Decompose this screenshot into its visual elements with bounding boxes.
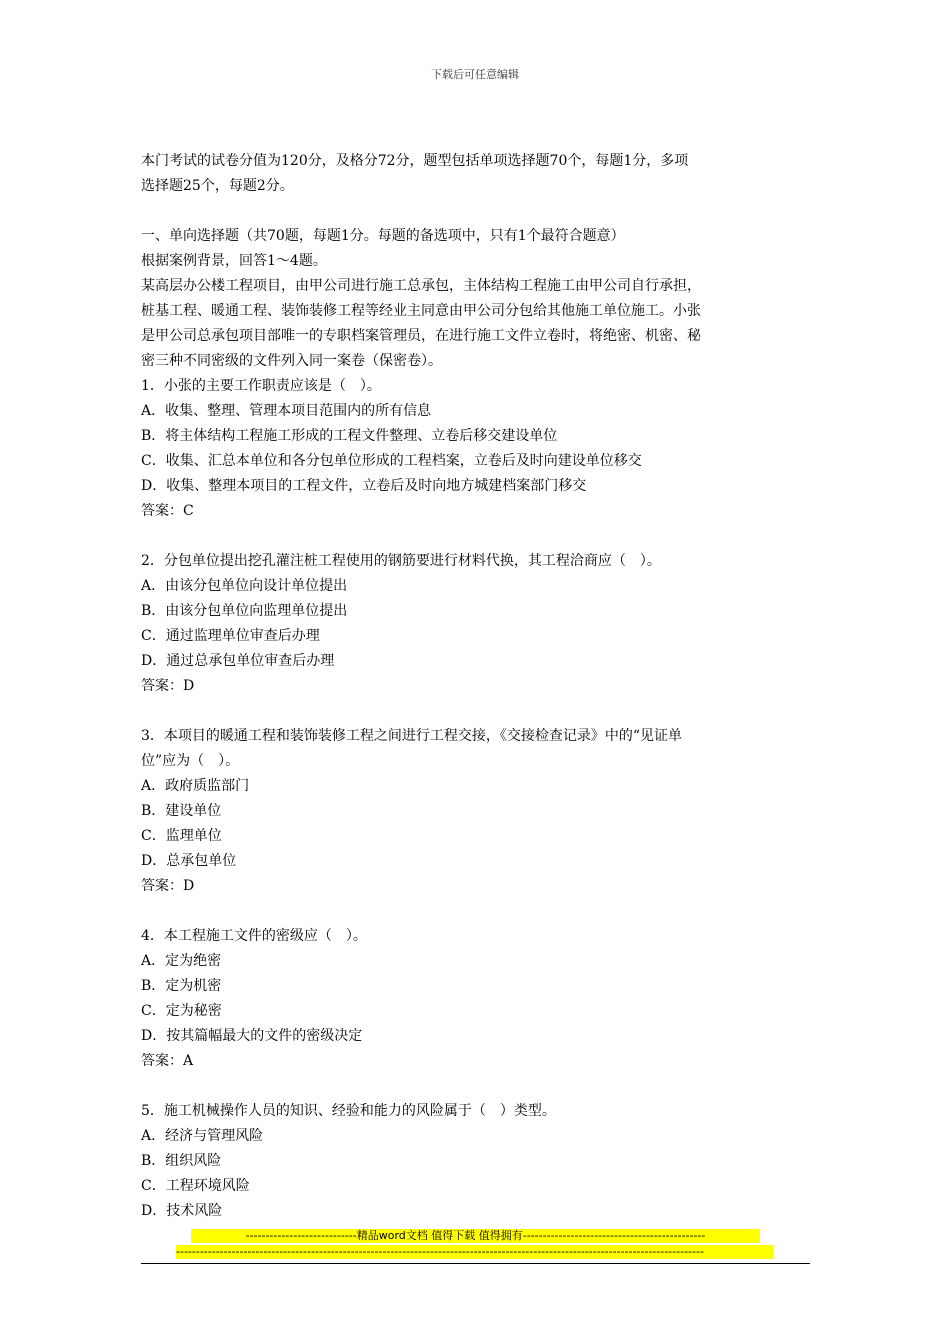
question-stem: 1．小张的主要工作职责应该是（ ）。 [141,378,381,394]
document-body [141,149,813,1224]
option-b: B．组织风险 [141,1153,222,1169]
answer: 答案：C [141,503,194,519]
question-stem: 5．施工机械操作人员的知识、经验和能力的风险属于（ ）类型。 [141,1103,556,1119]
question-stem: 3．本项目的暖通工程和装饰装修工程之间进行工程交接，《交接检查记录》中的“见证单 [141,728,683,744]
question-4 [141,924,813,1074]
question-3 [141,724,813,899]
option-c: C．工程环境风险 [141,1178,250,1194]
option-c: C．收集、汇总本单位和各分包单位形成的工程档案，立卷后及时向建设单位移交 [141,453,642,469]
option-d: D．按其篇幅最大的文件的密级决定 [141,1028,363,1044]
background-line: 密三种不同密级的文件列入同一案卷（保密卷）。 [141,353,442,369]
question-2 [141,549,813,699]
question-1 [141,374,813,524]
answer: 答案：D [141,678,195,694]
option-c: C．监理单位 [141,828,222,844]
option-d: D．技术风险 [141,1203,223,1219]
option-d: D．通过总承包单位审查后办理 [141,653,335,669]
option-c: C．定为秘密 [141,1003,222,1019]
background-line: 某高层办公楼工程项目，由甲公司进行施工总承包，主体结构工程施工由甲公司自行承担， [141,278,701,294]
question-5 [141,1099,813,1224]
option-b: B．由该分包单位向监理单位提出 [141,603,348,619]
option-c: C．通过监理单位审查后办理 [141,628,320,644]
footer-dashes: ------------------------------------------------------------------------------------------------------------------------------------- [176,1245,774,1259]
case-intro: 根据案例背景，回答1～4题。 [141,253,327,269]
footer-banner: ----------------------------精品word文档 值得下载 值得拥有---------------------------------------------- [191,1229,760,1243]
option-a: A．政府质监部门 [141,778,250,794]
option-a: A．由该分包单位向设计单位提出 [141,578,348,594]
answer: 答案：A [141,1053,194,1069]
option-b: B．建设单位 [141,803,222,819]
question-stem: 2．分包单位提出挖孔灌注桩工程使用的钢筋要进行材料代换，其工程洽商应（ ）。 [141,553,661,569]
footer-divider [141,1263,810,1264]
option-d: D．收集、整理本项目的工程文件，立卷后及时向地方城建档案部门移交 [141,478,587,494]
option-a: A．定为绝密 [141,953,222,969]
option-b: B．将主体结构工程施工形成的工程文件整理、立卷后移交建设单位 [141,428,558,444]
option-a: A．经济与管理风险 [141,1128,264,1144]
background-line: 桩基工程、暖通工程、装饰装修工程等经业主同意由甲公司分包给其他施工单位施工。小张 [141,303,701,319]
option-a: A．收集、整理、管理本项目范围内的所有信息 [141,403,432,419]
question-stem: 4．本工程施工文件的密级应（ ）。 [141,928,367,944]
option-d: D．总承包单位 [141,853,237,869]
answer: 答案：D [141,878,195,894]
intro-line: 本门考试的试卷分值为120分，及格分72分，题型包括单项选择题70个，每题1分，多项 [141,153,689,169]
background-line: 是甲公司总承包项目部唯一的专职档案管理员，在进行施工文件立卷时，将绝密、机密、秘 [141,328,701,344]
question-stem: 位”应为（ ）。 [141,753,240,769]
option-b: B．定为机密 [141,978,222,994]
section-title: 一、单向选择题（共70题，每题1分。每题的备选项中，只有1个最符合题意） [141,228,625,244]
page-header: 下载后可任意编辑 [431,68,519,81]
intro-line: 选择题25个，每题2分。 [141,178,294,194]
